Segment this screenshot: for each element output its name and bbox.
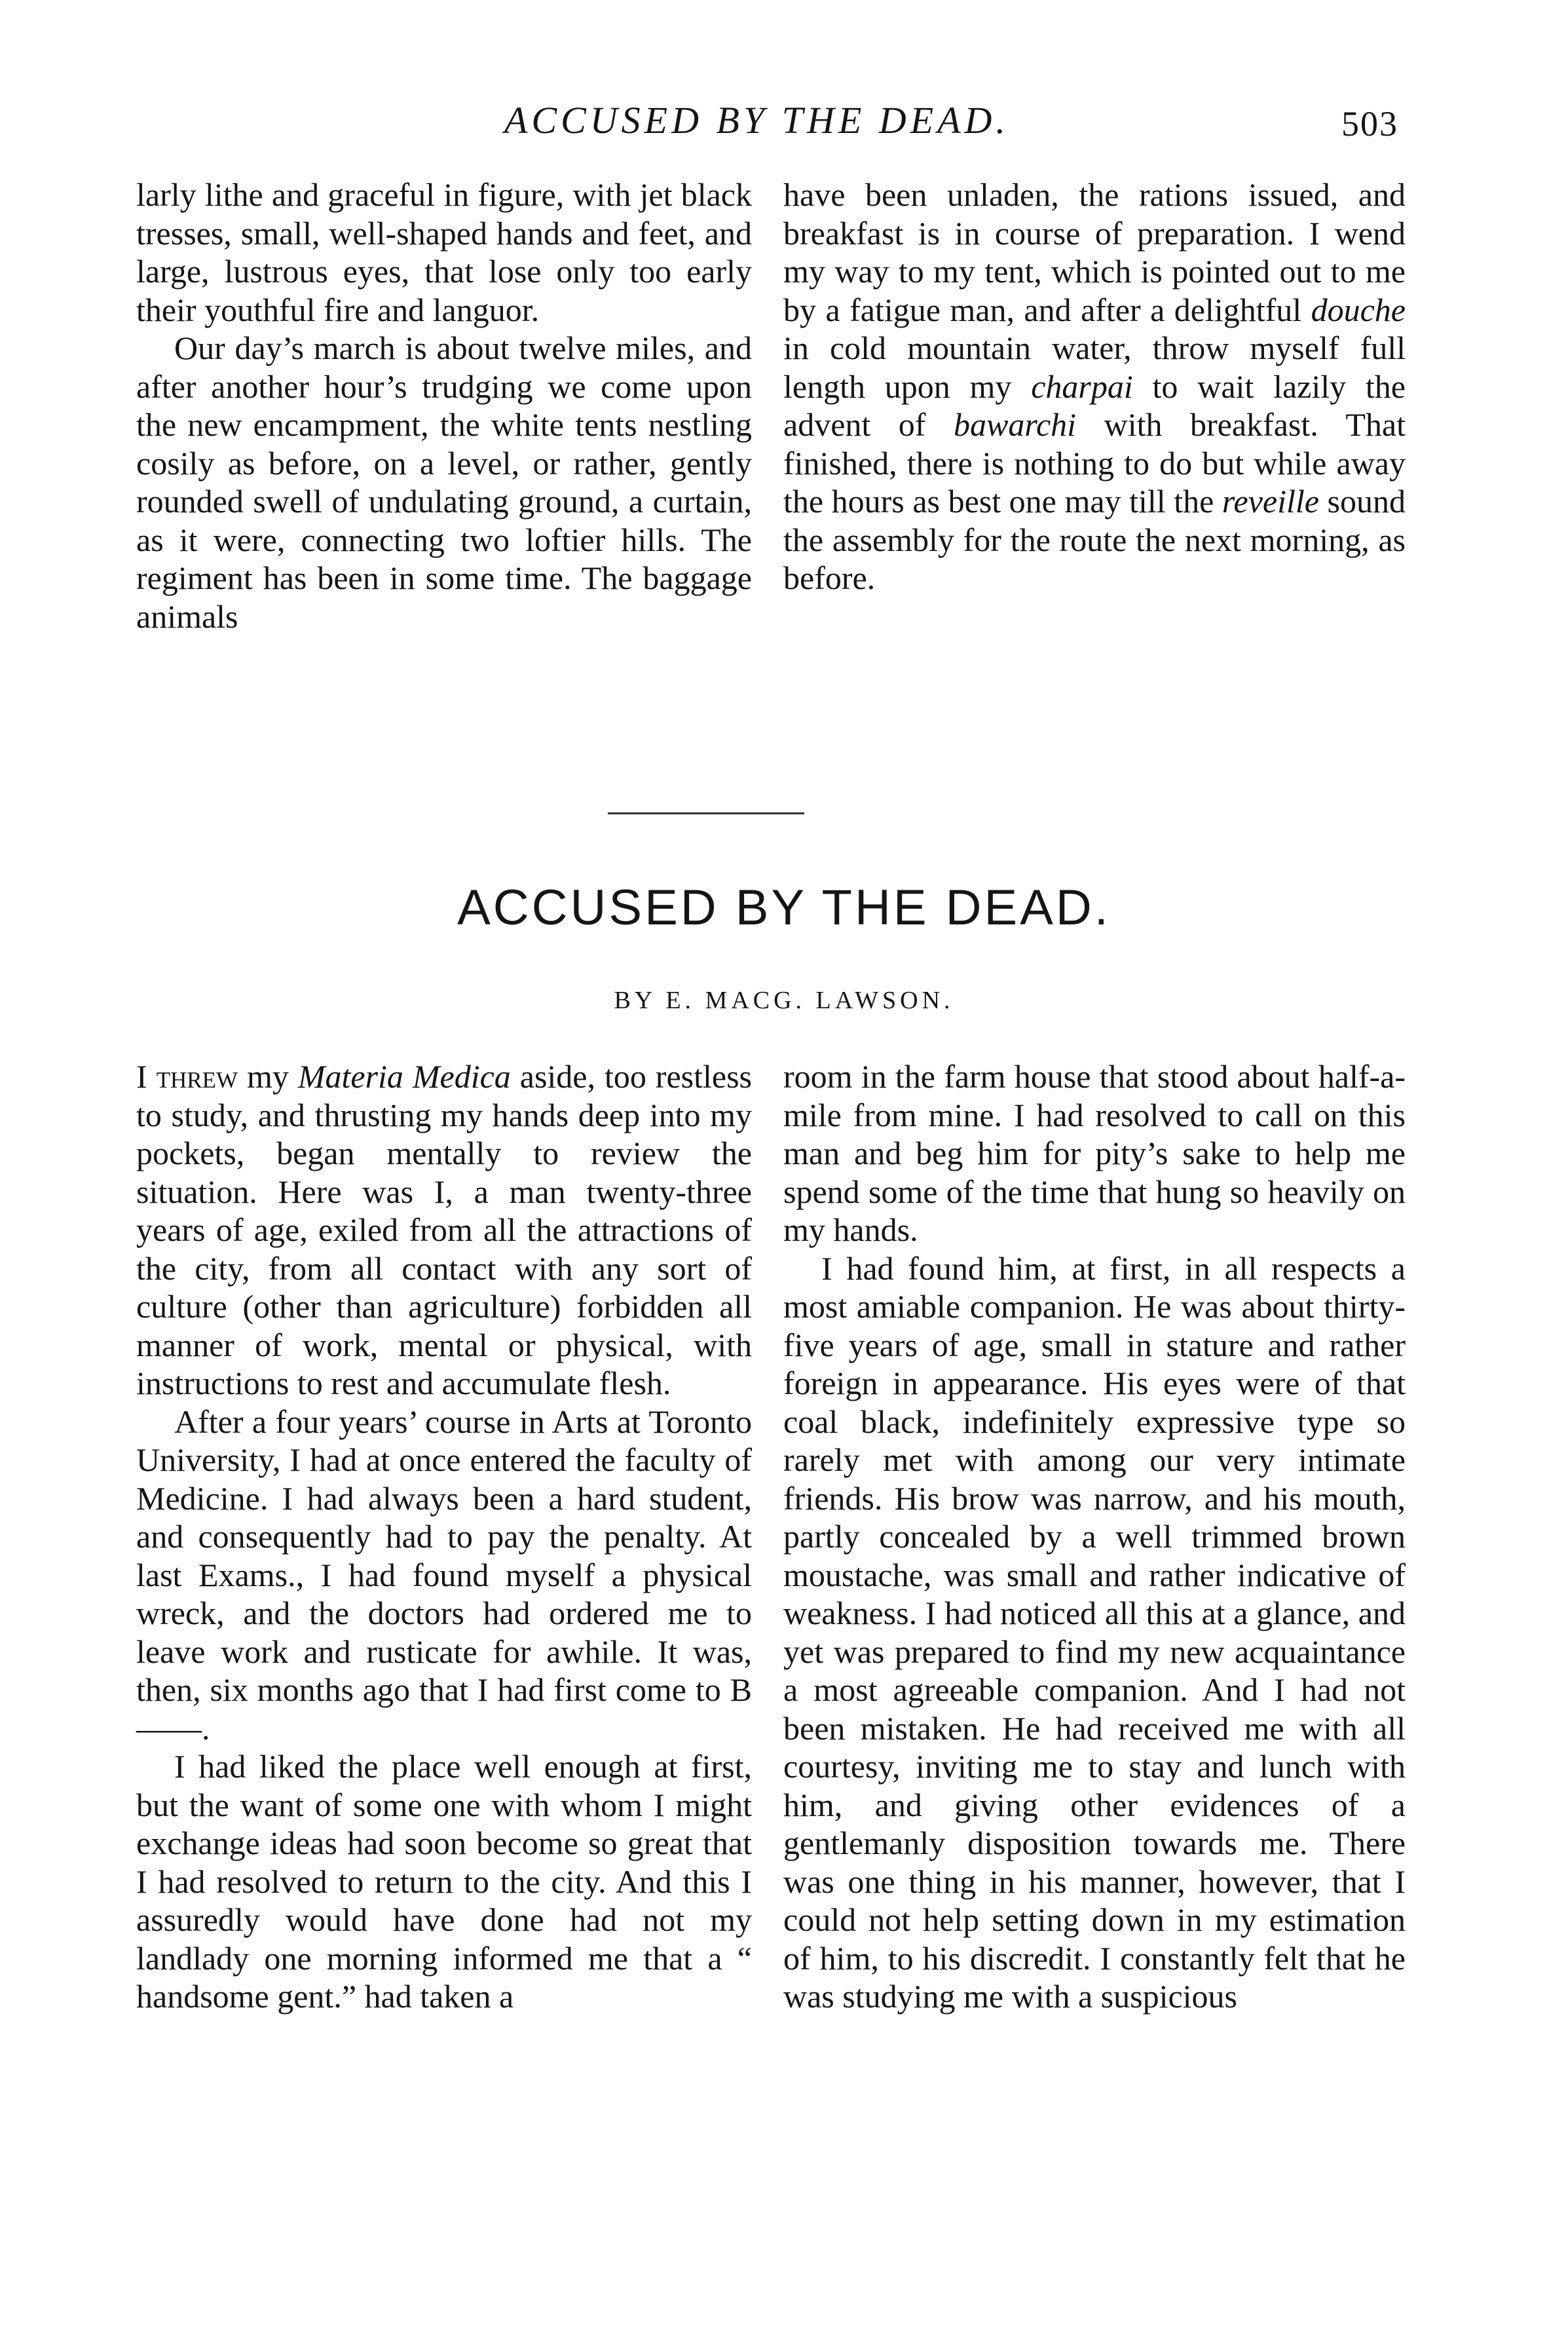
prev-paragraph-3: have been unladen, the rations issued, and breakfast is in course of preparation. I wend my way to my tent, which is pointed out to me by a fatigue man, and after a delightful douche in cold mountain water, throw myself full length upon my charpai to wait lazily the advent of bawarchi with breakfast. That finished, there is nothing to do but while away the hours as best one may till the reveille sound the assembly for the route the next morning, as before. bbox=[783, 176, 1406, 596]
italic-title: Materia Medica bbox=[297, 1058, 511, 1095]
italic-term: bawarchi bbox=[954, 406, 1077, 443]
article-paragraph-1: I threw my Materia Medica aside, too restless to study, and thrusting my hands deep into my pockets, began mentally to review the situation. Here was I, a man twenty-three years of age, exiled from all the attractions of the city, from all contact with any sort of culture (other than agriculture) forbidden all manner of work, mental or physical, with instructions to rest and accumulate flesh. bbox=[136, 1058, 752, 1401]
prev-paragraph-2: Our day’s march is about twelve miles, and after another hour’s trudging we come upon the new encampment, the white tents nestling cosily as before, on a level, or rather, gently rounded swell of undulating ground, a curtain, as it were, connecting two loftier hills. The regiment has been in some time. The baggage animals bbox=[136, 330, 752, 635]
italic-term: reveille bbox=[1222, 483, 1319, 520]
article-title: ACCUSED BY THE DEAD. bbox=[457, 880, 1111, 936]
lead-in: I threw bbox=[136, 1058, 238, 1095]
section-divider bbox=[608, 812, 804, 814]
article-paragraph-3: I had liked the place well enough at first, but the want of some one with whom I might exchange ideas had soon become so great that I had resolved to return to the city. And this I assuredly would have done had not my landlady one morning informed me that a “ handsome gent.” had taken a bbox=[136, 1748, 752, 2015]
article-right-column bbox=[783, 1057, 1406, 2016]
prev-article-right-column bbox=[783, 176, 1406, 597]
article-paragraph-2: After a four years’ course in Arts at Toronto University, I had at once entered the faculty of Medicine. I had always been a hard student, and consequently had to pay the penalty. At last Exams., I had found myself a physical wreck, and the doctors had ordered me to leave work and rusticate for awhile. It was, then, six months ago that I had first come to B——. bbox=[136, 1403, 752, 1747]
running-title: ACCUSED BY THE DEAD. bbox=[504, 99, 1009, 142]
prev-article-left-column bbox=[136, 176, 752, 635]
page-number: 503 bbox=[1341, 104, 1398, 143]
article-left-column bbox=[136, 1057, 752, 2016]
prev-paragraph-1: larly lithe and graceful in figure, with jet black tresses, small, well-shaped hands and feet, and large, lustrous eyes, that lose only too early their youthful fire and languor. bbox=[136, 176, 752, 328]
italic-term: douche bbox=[1311, 291, 1406, 328]
italic-term: charpai bbox=[1031, 368, 1133, 405]
article-byline: BY E. MACG. LAWSON. bbox=[614, 987, 954, 1014]
article-paragraph-5: I had found him, at first, in all respects a most amiable companion. He was about thirty-five years of age, small in stature and rather foreign in appearance. His eyes were of that coal black, indefinitely expressive type so rarely met with among our very intimate friends. His brow was narrow, and his mouth, partly concealed by a well trimmed brown moustache, was small and rather indicative of weakness. I had noticed all this at a glance, and yet was prepared to find my new acquaintance a most agreeable companion. And I had not been mistaken. He had received me with all courtesy, inviting me to stay and lunch with him, and giving other evidences of a gentlemanly disposition towards me. There was one thing in his manner, however, that I could not help setting down in my estimation of him, to his discredit. I constantly felt that he was studying me with a suspicious bbox=[783, 1249, 1406, 2015]
article-paragraph-4: room in the farm house that stood about half-a-mile from mine. I had resolved to call on this man and beg him for pity’s sake to help me spend some of the time that hung so heavily on my hands. bbox=[783, 1058, 1406, 1248]
